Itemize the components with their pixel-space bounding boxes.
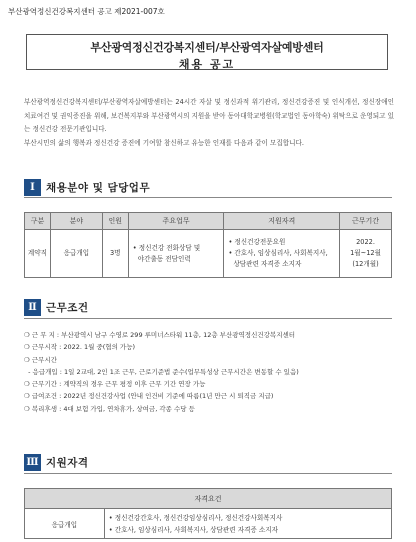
column-header: 구분 bbox=[25, 213, 51, 230]
section-heading-conditions bbox=[24, 298, 89, 316]
list-item: ❍ 근 무 지 : 부산광역시 남구 수영로 299 루미너스타워 11층, 12층 부산광역정신건강복지센터 bbox=[24, 331, 296, 339]
section-divider bbox=[24, 318, 392, 319]
duties-cell: • 정신건강 전화상담 및 야간출동 전담인력 bbox=[128, 230, 224, 278]
section-title: 채용분야 및 담당업무 bbox=[46, 181, 151, 194]
page-subtitle: 채용 공고 bbox=[178, 58, 236, 71]
column-header: 주요업무 bbox=[128, 213, 224, 230]
page-title: 부산광역정신건강복지센터/부산광역자살예방센터 bbox=[90, 41, 324, 54]
section-title: 지원자격 bbox=[46, 456, 89, 469]
column-header: 지원자격 bbox=[224, 213, 340, 230]
list-item: ❍ 복리후생 : 4대 보험 가입, 연차휴가, 상여금, 각종 수당 등 bbox=[24, 404, 195, 413]
list-item: - 응급개입 : 1일 2교대, 2인 1조 근무, 근로기준법 준수(업무특성상 근무시간은 변동할 수 있음) bbox=[24, 367, 299, 376]
intro-paragraph: 부산광역정신건강복지센터/부산광역자살예방센터는 24시간 자살 및 정신과적 위기관리, 정신건강증진 및 인식개선, 정신장애인 치료여건 및 권익증진을 위해, 보건복지부와 부산광역시의 지원을 받아 동아대학교병원(학교법인 동아학숙) 위탁으로 운영되고 있는 정신건강 전문기관입니다. bbox=[24, 98, 394, 133]
column-header: 근무기간 bbox=[340, 213, 392, 230]
section-title: 근무조건 bbox=[46, 301, 89, 314]
table-row bbox=[25, 230, 392, 278]
section-number-badge: Ⅰ bbox=[24, 179, 41, 196]
section-heading-recruitment bbox=[24, 178, 150, 196]
table-header-row bbox=[25, 489, 392, 509]
intro-text bbox=[24, 96, 394, 150]
section-number-badge: Ⅲ bbox=[24, 454, 41, 471]
intro-paragraph: 부산시민의 삶의 행복과 정신건강 증진에 기여할 참신하고 유능한 인재를 다음과 같이 모집합니다. bbox=[24, 138, 304, 147]
section-heading-qualifications bbox=[24, 453, 89, 471]
table-row bbox=[25, 509, 392, 539]
field-cell: 응급개입 bbox=[25, 509, 105, 539]
headcount-cell: 3명 bbox=[102, 230, 128, 278]
table-header-row bbox=[25, 213, 392, 230]
column-header: 인원 bbox=[102, 213, 128, 230]
conditions-list bbox=[24, 329, 399, 415]
list-item: ❍ 근무기간 : 계약직의 경우 근무 평정 이후 근무 기간 연장 가능 bbox=[24, 380, 206, 389]
recruitment-table bbox=[24, 212, 392, 278]
qualification-table bbox=[24, 488, 392, 539]
column-header: 자격요건 bbox=[25, 489, 392, 509]
list-item: ❍ 근무시작 : 2022. 1월 중(협의 가능) bbox=[24, 343, 136, 352]
list-item: ❍ 근무시간 bbox=[24, 355, 58, 364]
section-divider bbox=[24, 197, 392, 198]
employment-type-cell: 계약직 bbox=[25, 230, 51, 278]
field-cell: 응급개입 bbox=[50, 230, 102, 278]
column-header: 분야 bbox=[50, 213, 102, 230]
list-item: ❍ 급여조건 : 2022년 정신건강사업 (안내 인건비 기준에 따름(1년 만근 시 퇴직금 지급) bbox=[24, 392, 274, 401]
work-period-cell: 2022. 1월~12월 (12개월) bbox=[340, 230, 392, 278]
qualifications-cell: • 정신건강전문요원 • 간호사, 임상심리사, 사회복지사, 상담관련 자격증 소지자 bbox=[224, 230, 340, 278]
document-number: 부산광역정신건강복지센터 공고 제2021-007호 bbox=[8, 7, 165, 16]
qualification-lines-cell: • 정신건강간호사, 정신건강임상심리사, 정신건강사회복지사 • 간호사, 임상심리사, 사회복지사, 상담관련 자격증 소지자 bbox=[104, 509, 391, 539]
title-box bbox=[26, 34, 388, 70]
section-divider bbox=[24, 473, 392, 474]
section-number-badge: Ⅱ bbox=[24, 299, 41, 316]
